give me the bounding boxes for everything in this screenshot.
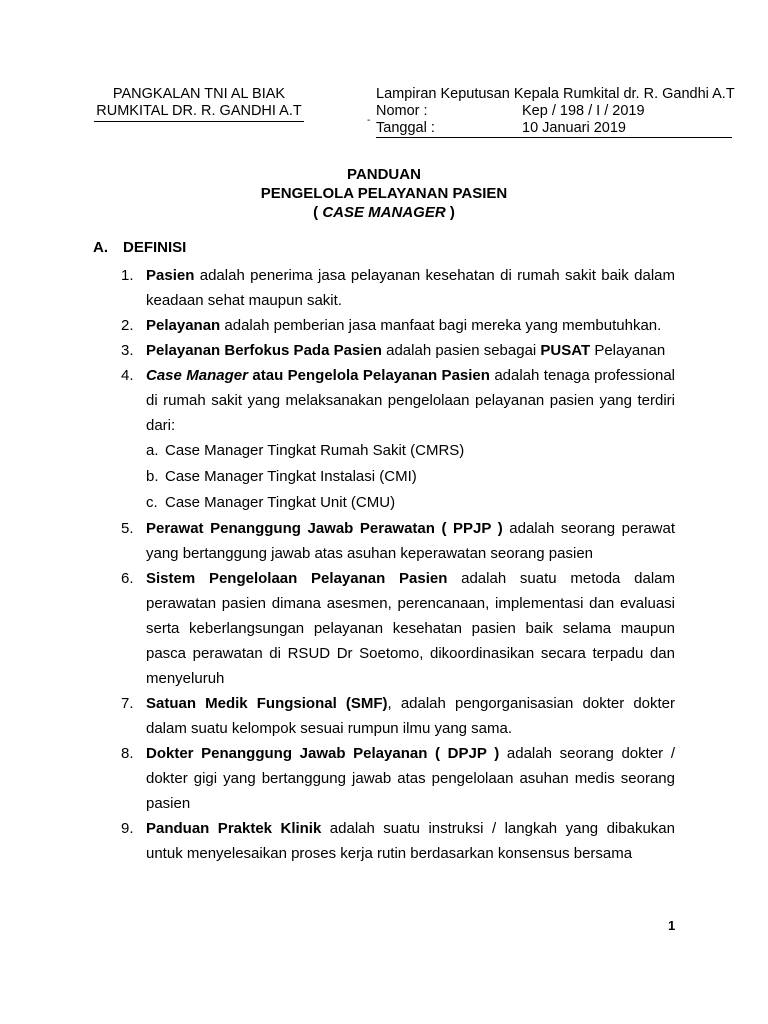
term: Pasien xyxy=(146,267,195,284)
sub-letter: c. xyxy=(146,494,158,511)
item-number: 1. xyxy=(121,267,134,284)
definition-item xyxy=(121,516,675,566)
section-label: DEFINISI xyxy=(123,239,187,256)
title-line-1: PANDUAN xyxy=(347,166,421,183)
term: Pelayanan xyxy=(146,317,221,334)
sub-text: Case Manager Tingkat Instalasi (CMI) xyxy=(165,468,417,485)
nomor-label: Nomor : xyxy=(376,103,428,119)
definition-item xyxy=(121,816,675,866)
sub-list-item xyxy=(146,464,675,490)
definition-text: adalah tenaga professional di rumah sakit yang melaksanakan pengelolaan pelayanan pasien yang terdiri dari: xyxy=(146,367,675,434)
title-paren-open: ( xyxy=(313,204,323,221)
definition-item xyxy=(121,741,675,816)
definition-text: adalah seorang dokter / dokter gigi yang bertanggung jawab atas pengelolaan asuhan medis seorang pasien xyxy=(146,745,675,812)
term-italic: Case Manager xyxy=(146,367,248,384)
term: Satuan Medik Fungsional (SMF) xyxy=(146,695,388,712)
tanggal-row xyxy=(376,120,732,138)
tanggal-value: 10 Januari 2019 xyxy=(522,120,626,136)
sub-list-item xyxy=(146,438,675,464)
term: atau Pengelola Pelayanan Pasien xyxy=(247,367,490,384)
term: Sistem Pengelolaan Pelayanan Pasien xyxy=(146,570,448,587)
definition-text: adalah penerima jasa pelayanan kesehatan di rumah sakit baik dalam keadaan sehat maupun sakit. xyxy=(146,267,675,309)
page-number: 1 xyxy=(668,918,676,933)
definition-item xyxy=(121,691,675,741)
item-number: 5. xyxy=(121,520,134,537)
definition-item xyxy=(121,263,675,313)
institution-line-1: PANGKALAN TNI AL BIAK xyxy=(112,86,286,102)
item-number: 9. xyxy=(121,820,134,837)
item-number: 3. xyxy=(121,342,134,359)
definition-item xyxy=(121,338,675,363)
definition-text: adalah suatu metoda dalam perawatan pasien dimana asesmen, perencanaan, implementasi dan evaluasi serta keberlangsungan pelayanan kesehatan pasien baik selama maupun pasca perawatan di RSUD Dr Soetomo, dikoordinasikan secara terpadu dan menyeluruh xyxy=(146,570,675,687)
definition-item xyxy=(121,566,675,691)
decree-title: Lampiran Keputusan Kepala Rumkital dr. R. Gandhi A.T xyxy=(376,86,735,102)
definition-list xyxy=(121,263,675,866)
nomor-value: Kep / 198 / I / 2019 xyxy=(522,103,645,119)
title-paren-close: ) xyxy=(445,204,455,221)
sub-text: Case Manager Tingkat Unit (CMU) xyxy=(165,494,396,511)
section-letter: A. xyxy=(93,239,108,256)
title-line-3 xyxy=(0,203,768,222)
sub-letter: b. xyxy=(146,468,159,485)
definition-text: Pelayanan xyxy=(590,342,666,359)
title-case-manager: CASE MANAGER xyxy=(322,204,446,221)
section-heading xyxy=(93,239,186,256)
title-line-2: PENGELOLA PELAYANAN PASIEN xyxy=(260,185,508,202)
sub-list-item xyxy=(146,490,675,516)
definition-text: adalah pemberian jasa manfaat bagi mereka yang membutuhkan. xyxy=(220,317,662,334)
tanggal-label: Tanggal : xyxy=(376,120,435,136)
nomor-row xyxy=(376,103,732,120)
sub-letter: a. xyxy=(146,442,159,459)
sub-list xyxy=(146,438,675,516)
item-number: 2. xyxy=(121,317,134,334)
definition-item xyxy=(121,363,675,516)
term: Panduan Praktek Klinik xyxy=(146,820,322,837)
stray-mark: - xyxy=(367,115,371,126)
definition-text: adalah seorang perawat yang bertanggung jawab atas asuhan keperawatan seorang pasien xyxy=(146,520,675,562)
term: Perawat Penanggung Jawab Perawatan ( PPJP ) xyxy=(146,520,503,537)
term-emphasis: PUSAT xyxy=(540,342,591,359)
definition-item xyxy=(121,313,675,338)
institution-line-2: RUMKITAL DR. R. GANDHI A.T xyxy=(94,103,304,122)
definition-text: adalah pasien sebagai xyxy=(381,342,541,359)
decree-reference xyxy=(376,86,735,138)
item-number: 6. xyxy=(121,570,134,587)
definition-text: , adalah pengorganisasian dokter dokter dalam suatu kelompok sesuai rumpun ilmu yang sama. xyxy=(146,695,676,737)
sub-text: Case Manager Tingkat Rumah Sakit (CMRS) xyxy=(165,442,465,459)
institution-header xyxy=(94,86,304,122)
term: Dokter Penanggung Jawab Pelayanan ( DPJP ) xyxy=(146,745,500,762)
item-number: 8. xyxy=(121,745,134,762)
document-title xyxy=(0,165,768,222)
item-number: 4. xyxy=(121,367,134,384)
definition-text: adalah suatu instruksi / langkah yang dibakukan untuk menyelesaikan proses kerja rutin berdasarkan konsensus bersama xyxy=(146,820,675,862)
term: Pelayanan Berfokus Pada Pasien xyxy=(146,342,382,359)
item-number: 7. xyxy=(121,695,134,712)
